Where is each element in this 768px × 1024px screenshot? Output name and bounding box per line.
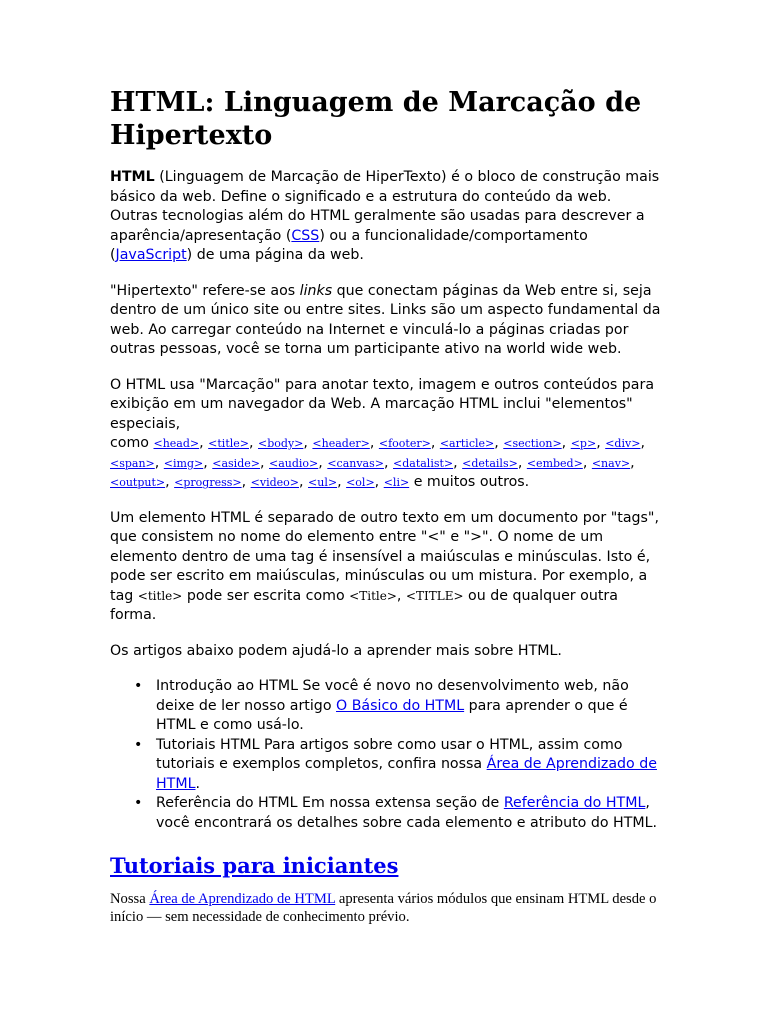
hypertext-paragraph bbox=[110, 282, 662, 360]
list-item bbox=[134, 677, 662, 736]
list-item bbox=[134, 736, 662, 795]
tag-link[interactable]: <footer> bbox=[378, 437, 431, 450]
element-separator: , bbox=[396, 587, 406, 604]
bullet-icon: • bbox=[134, 736, 143, 753]
markup-como: como bbox=[110, 435, 154, 451]
tag-link[interactable]: <ol> bbox=[346, 476, 375, 489]
intro-text-1: (Linguagem de Marcação de HiperTexto) é o bloco de construção mais básico da web. Define o significado e a estrutura do conteúdo da web. Outras tecnologias além do HTML geralmente são usadas para descrever a aparência/apresentação ( bbox=[110, 169, 660, 244]
intro-strong: HTML bbox=[110, 169, 155, 185]
beginners-paragraph bbox=[110, 891, 662, 926]
referencia-html-link[interactable]: Referência do HTML bbox=[503, 795, 646, 811]
links-emphasis: links bbox=[299, 282, 333, 299]
tutoriais-heading-link[interactable]: Tutoriais para iniciantes bbox=[110, 853, 399, 878]
tag-link[interactable]: <canvas> bbox=[327, 456, 384, 470]
intro-text-3: ) de uma página da web. bbox=[186, 247, 364, 263]
area-aprendizado-link[interactable]: Área de Aprendizado de HTML bbox=[156, 756, 657, 792]
bullet-icon: • bbox=[134, 795, 143, 811]
list-item-text: Referência do HTML Em nossa extensa seção de bbox=[156, 795, 504, 811]
page-title: HTML: Linguagem de Marcação de Hipertexto bbox=[110, 87, 642, 151]
tag-example-2: <Title> bbox=[349, 588, 397, 603]
tag-link[interactable]: <img> bbox=[163, 456, 204, 470]
hypertext-text-2: que conectam páginas da Web entre si, seja dentro de um único site ou entre sites. Links são um aspecto fundamental da web. Ao carregar conteúdo na Internet e vinculá-lo a páginas criadas por outras pessoas, você se torna um participante ativo na world wide web. bbox=[110, 282, 661, 357]
tag-link[interactable]: <article> bbox=[439, 437, 495, 450]
bullet-icon: • bbox=[134, 678, 143, 694]
tag-link[interactable]: <datalist> bbox=[393, 456, 454, 470]
element-text-1: Um elemento HTML é separado de outro texto em um documento por "tags", que consistem no nome do elemento entre "<" e ">". O nome de um elemento dentro de uma tag é insensível a maiúsculas e minúsculas. Isto é, pode ser escrito em maiúsculas, minúsculas ou um mistura. Por exemplo, a tag bbox=[110, 509, 659, 604]
markup-text-2: e muitos outros. bbox=[409, 474, 530, 490]
list-item-text: Introdução ao HTML Se você é novo no desenvolvimento web, não deixe de ler nosso artigo bbox=[156, 678, 629, 714]
tag-link[interactable]: <embed> bbox=[526, 456, 583, 470]
document-page bbox=[110, 86, 662, 926]
tag-link[interactable]: <body> bbox=[258, 437, 304, 450]
basico-html-link[interactable]: O Básico do HTML bbox=[336, 697, 465, 714]
beginners-area-link[interactable]: Área de Aprendizado de HTML bbox=[149, 891, 336, 907]
hypertext-text-1: "Hipertexto" refere-se aos bbox=[110, 282, 300, 299]
tag-link[interactable]: <progress> bbox=[174, 476, 242, 489]
tag-link[interactable]: <video> bbox=[250, 476, 299, 489]
list-item bbox=[134, 794, 662, 833]
tag-link[interactable]: <span> bbox=[110, 456, 155, 470]
tag-link-list: <head>, <title>, <body>, <header>, <footer>, <article>, <section>, <p>, <div>, <span>, <img>, <aside>, <audio>, <canvas>, <datalist>, <details>, <embed>, <nav>, <output>, <progress>, <video>, <ul>, <ol>, <li> bbox=[110, 435, 645, 490]
tag-link[interactable]: <li> bbox=[383, 476, 410, 489]
list-item-text: . bbox=[195, 775, 200, 792]
tag-link[interactable]: <nav> bbox=[591, 456, 631, 470]
tag-link[interactable]: <output> bbox=[110, 476, 166, 489]
tag-example-1: <title> bbox=[137, 588, 183, 603]
markup-text-1: O HTML usa "Marcação" para anotar texto, imagem e outros conteúdos para exibição em um navegador da Web. A marcação HTML inclui "elementos" especiais, bbox=[110, 376, 655, 432]
list-item-text: , você encontrará os detalhes sobre cada elemento e atributo do HTML. bbox=[156, 795, 658, 831]
markup-paragraph bbox=[110, 376, 662, 493]
tag-link[interactable]: <p> bbox=[570, 437, 597, 450]
articles-list bbox=[110, 677, 662, 833]
javascript-link[interactable]: JavaScript bbox=[115, 247, 187, 263]
tag-link[interactable]: <section> bbox=[503, 437, 562, 450]
tag-link[interactable]: <details> bbox=[462, 456, 518, 470]
css-link[interactable]: CSS bbox=[291, 227, 320, 244]
tag-link[interactable]: <audio> bbox=[269, 456, 319, 470]
tag-link[interactable]: <div> bbox=[605, 437, 641, 450]
element-paragraph bbox=[110, 509, 662, 626]
tag-link[interactable]: <ul> bbox=[308, 476, 338, 489]
list-item-text: para aprender o que é HTML e como usá-lo. bbox=[156, 697, 628, 733]
tag-link[interactable]: <title> bbox=[208, 437, 249, 450]
tag-link[interactable]: <aside> bbox=[212, 456, 260, 470]
intro-paragraph bbox=[110, 168, 662, 266]
intro-text-2: ) ou a funcionalidade/comportamento ( bbox=[110, 227, 588, 263]
tag-link[interactable]: <head> bbox=[153, 437, 200, 450]
list-item-text: Tutoriais HTML Para artigos sobre como usar o HTML, assim como tutoriais e exemplos completos, confira nossa bbox=[156, 736, 623, 772]
tag-link[interactable]: <header> bbox=[312, 437, 370, 450]
articles-intro: Os artigos abaixo podem ajudá-lo a aprender mais sobre HTML. bbox=[110, 642, 562, 659]
section-heading bbox=[110, 853, 662, 879]
beginners-text-1: Nossa bbox=[110, 891, 150, 907]
beginners-text-2: apresenta vários módulos que ensinam HTML desde o início — sem necessidade de conhecimento prévio. bbox=[110, 891, 657, 925]
element-text-2: pode ser escrita como bbox=[182, 587, 350, 604]
tag-example-3: <TITLE> bbox=[405, 588, 464, 603]
element-text-3: ou de qualquer outra forma. bbox=[110, 587, 618, 623]
